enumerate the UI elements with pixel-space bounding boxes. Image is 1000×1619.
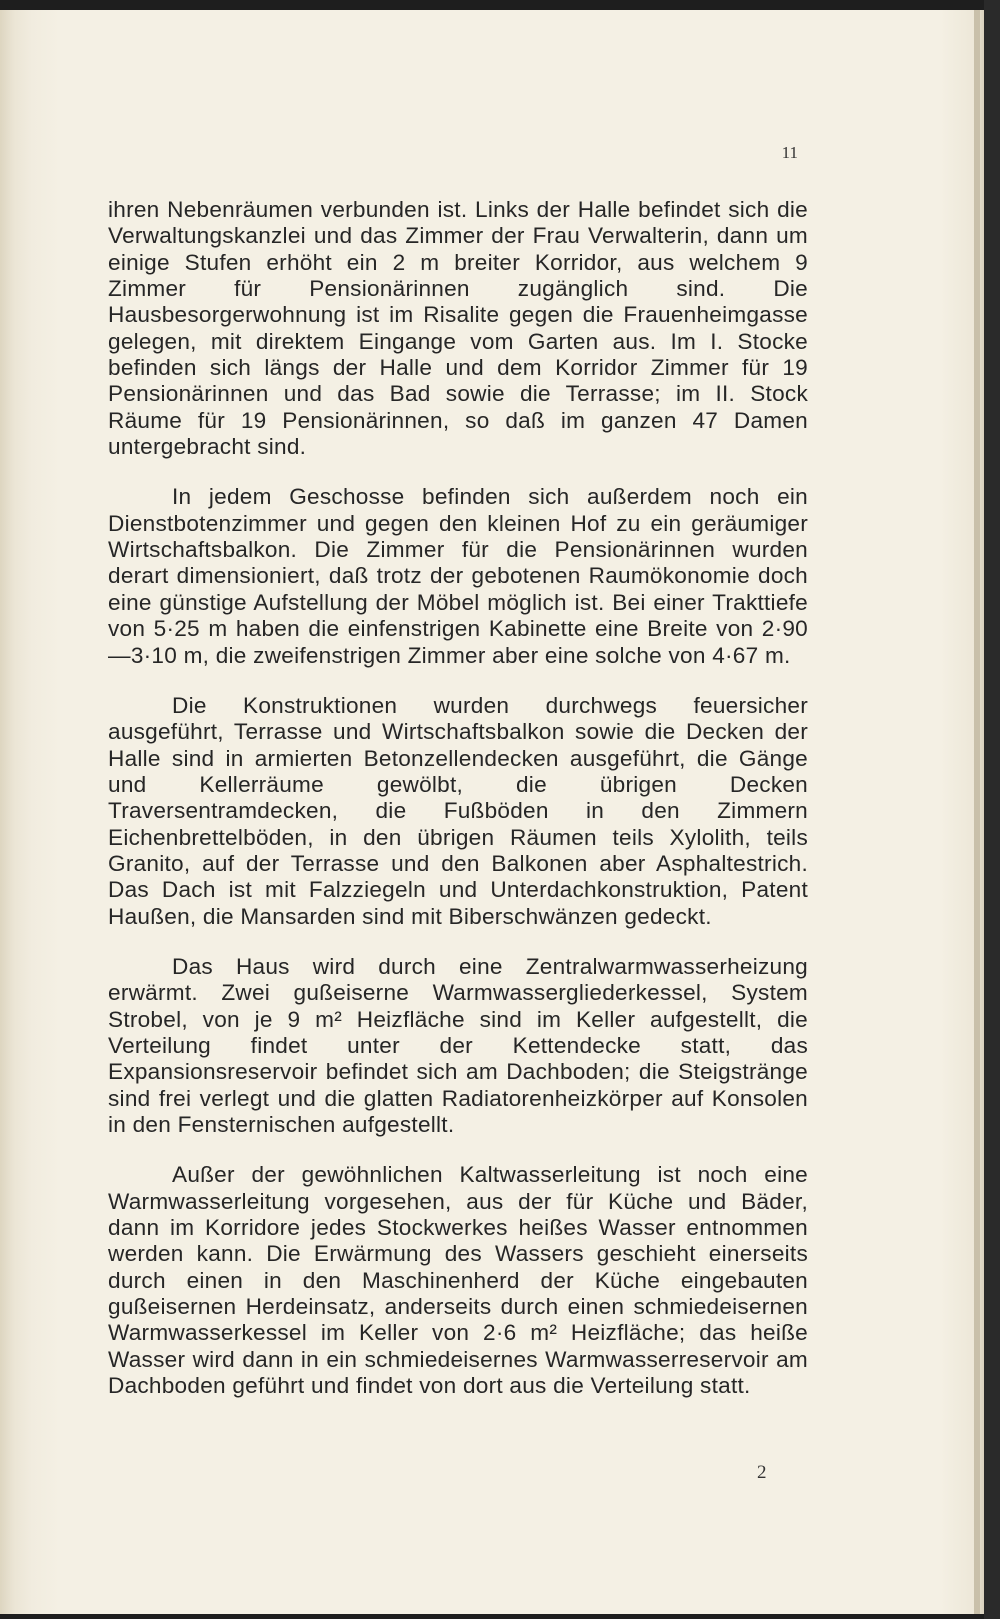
paragraph-1: ihren Nebenräumen verbunden ist. Links der Halle befindet sich die Verwaltungskanzlei und das Zimmer der Frau Verwalterin, dann um einige Stufen erhöht ein 2 m breiter Korridor, aus welchem 9 Zimmer für Pensionärinnen zugänglich sind. Die Hausbesorgerwohnung ist im Risalite gegen die Frauenheimgasse gelegen, mit direktem Eingange vom Garten aus. Im I. Stocke befinden sich längs der Halle und dem Korridor Zimmer für 19 Pensionärinnen und das Bad sowie die Terrasse; im II. Stock Räume für 19 Pensionärinnen, so daß im ganzen 47 Damen untergebracht sind.	[108, 197, 808, 460]
signature-mark: 2	[757, 1462, 767, 1483]
body-text	[108, 197, 808, 1423]
paragraph-3: Die Konstruktionen wurden durchwegs feuersicher ausgeführt, Terrasse und Wirtschaftsbalkon sowie die Decken der Halle sind in armierten Betonzellendecken ausgeführt, die Gänge und Kellerräume gewölbt, die übrigen Decken Traversentramdecken, die Fußböden in den Zimmern Eichenbrettelböden, in den übrigen Räumen teils Xylolith, teils Granito, auf der Terrasse und den Balkonen aber Asphaltestrich. Das Dach ist mit Falzziegeln und Unterdachkonstruktion, Patent Haußen, die Mansarden sind mit Biberschwänzen gedeckt.	[108, 692, 808, 929]
page-edge	[974, 10, 980, 1614]
page-number: 11	[781, 143, 798, 162]
paragraph-4: Das Haus wird durch eine Zentralwarmwasserheizung erwärmt. Zwei gußeiserne Warmwassergliederkessel, System Strobel, von je 9 m² Heizfläche sind im Keller aufgestellt, die Verteilung findet unter der Kettendecke statt, das Expansionsreservoir befindet sich am Dachboden; die Steigstränge sind frei verlegt und die glatten Radiatorenheizkörper auf Konsolen in den Fensternischen aufgestellt.	[108, 953, 808, 1137]
book-page	[0, 10, 984, 1614]
paragraph-5: Außer der gewöhnlichen Kaltwasserleitung ist noch eine Warmwasserleitung vorgesehen, aus der für Küche und Bäder, dann im Korridore jedes Stockwerkes heißes Wasser entnommen werden kann. Die Erwärmung des Wassers geschieht einerseits durch einen in den Maschinenherd der Küche eingebauten gußeisernen Herdeinsatz, anderseits durch einen schmiedeisernen Warmwasserkessel im Keller von 2·6 m² Heizfläche; das heiße Wasser wird dann in ein schmiedeisernes Warmwasserreservoir am Dachboden geführt und findet von dort aus die Verteilung statt.	[108, 1162, 808, 1399]
paragraph-2: In jedem Geschosse befinden sich außerdem noch ein Dienstbotenzimmer und gegen den kleinen Hof zu ein geräumiger Wirtschaftsbalkon. Die Zimmer für die Pensionärinnen wurden derart dimensioniert, daß trotz der gebotenen Raumökonomie doch eine günstige Aufstellung der Möbel möglich ist. Bei einer Trakttiefe von 5·25 m haben die einfenstrigen Kabinette eine Breite von 2·90—3·10 m, die zweifenstrigen Zimmer aber eine solche von 4·67 m.	[108, 484, 808, 668]
scan-background-strip	[984, 0, 1000, 1619]
